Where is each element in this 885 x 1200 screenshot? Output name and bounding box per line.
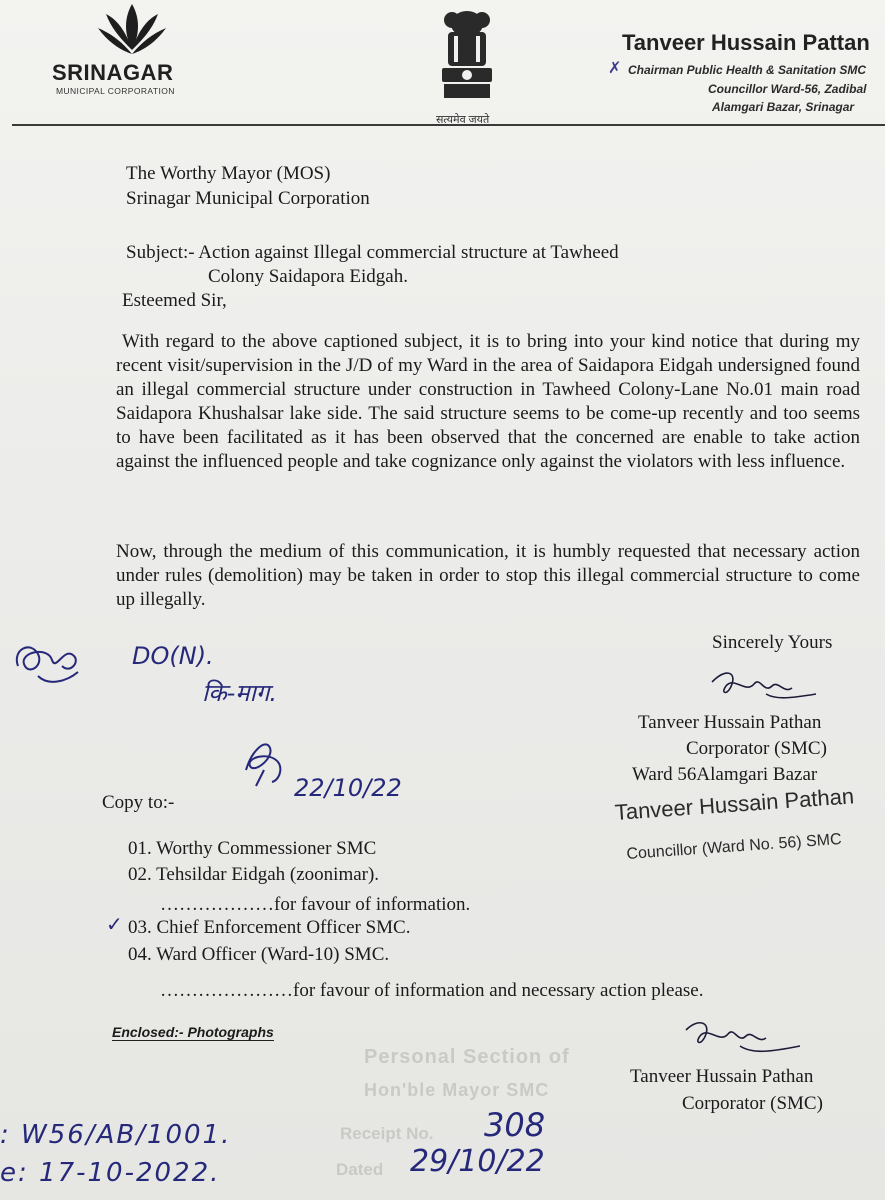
receipt-stamp-line-1: Personal Section of <box>364 1046 570 1068</box>
receipt-date: 29/10/22 <box>410 1144 545 1179</box>
closing-sincerely: Sincerely Yours <box>712 632 833 653</box>
body-paragraph-2: Now, through the medium of this communication, it is humbly requested that necessary action under rules (demolition) may be taken in order to stop this illegal commercial structure to come up illegally. <box>116 541 860 610</box>
addressee-line-1: The Worthy Mayor (MOS) <box>126 163 331 184</box>
copy-item: ………………for favour of information. <box>160 894 471 915</box>
letterhead-divider <box>12 124 885 126</box>
copy-item: 01. Worthy Commessioner SMC <box>128 838 377 859</box>
receipt-stamp-line-2: Hon'ble Mayor SMC <box>364 1080 550 1100</box>
initials-scribble-icon <box>8 626 88 694</box>
copy-heading: Copy to:- <box>102 792 175 813</box>
closing-ward: Ward 56Alamgari Bazar <box>632 764 818 785</box>
signature-icon <box>706 664 826 708</box>
body-paragraph-1: With regard to the above captioned subject, it is to bring into your kind notice that during my recent visit/supervision in the J/D of my Ward in the area of Saidapora Eidgah undersigned found an illegal commercial structure under construction in Tawheed Colony-Lane No.01 main road Saidapora Khushalsar lake side. The said structure seems to be come-up recently and too seems to have been facilitated as it has been observed that the concerned are enable to take action against the influenced people and take cognizance only against the violators with less influence. <box>116 331 860 472</box>
national-emblem-icon <box>432 2 502 112</box>
subject-line-1: Subject:- Action against Illegal commercial structure at Tawheed <box>126 242 619 263</box>
copy-item: 04. Ward Officer (Ward-10) SMC. <box>128 944 390 965</box>
copy-item: 02. Tehsildar Eidgah (zoonimar). <box>128 864 380 885</box>
handwritten-date: 22/10/22 <box>294 774 402 802</box>
stamp-name: Tanveer Hussain Pathan <box>614 783 855 825</box>
footer-name: Tanveer Hussain Pathan <box>630 1066 814 1087</box>
smc-logo-icon <box>62 0 202 62</box>
letterhead-name: Tanveer Hussain Pattan <box>622 30 870 55</box>
stamp-subtitle: Councillor (Ward No. 56) SMC <box>626 830 843 863</box>
letterhead-ward: Councillor Ward-56, Zadibal <box>708 82 867 96</box>
letterhead-designation: Chairman Public Health & Sanitation SMC <box>628 63 867 77</box>
pen-mark: ✗ <box>608 58 622 77</box>
subject-line-2: Colony Saidapora Eidgah. <box>208 266 408 287</box>
receipt-date-label: Dated <box>336 1160 384 1179</box>
footer-signature-icon <box>680 1016 810 1062</box>
handwritten-note-2: कि-माग. <box>202 679 278 707</box>
emblem-motto: सत्यमेव जयते <box>436 114 490 126</box>
closing-name: Tanveer Hussain Pathan <box>638 712 822 733</box>
tick-mark: ✓ <box>106 912 123 936</box>
handwritten-reference-date: e: 17-10-2022. <box>0 1158 221 1188</box>
letterhead-address: Alamgari Bazar, Srinagar <box>712 100 855 114</box>
receipt-no-label: Receipt No. <box>340 1124 434 1143</box>
salutation: Esteemed Sir, <box>122 290 227 311</box>
addressee-line-2: Srinagar Municipal Corporation <box>126 188 370 209</box>
enclosed-note: Enclosed:- Photographs <box>112 1024 274 1040</box>
handwritten-note-1: DO(N). <box>132 642 214 670</box>
handwritten-reference: : W56/AB/1001. <box>0 1120 232 1150</box>
closing-title: Corporator (SMC) <box>686 738 827 759</box>
receipt-no: 308 <box>484 1106 546 1144</box>
org-subtitle: MUNICIPAL CORPORATION <box>56 86 175 96</box>
org-name: SRINAGAR <box>52 60 174 85</box>
footer-title: Corporator (SMC) <box>682 1093 823 1114</box>
handwritten-signature-icon <box>236 730 296 790</box>
copy-item: 03. Chief Enforcement Officer SMC. <box>128 917 411 938</box>
copy-item: …………………for favour of information and necessary action please. <box>160 980 704 1001</box>
